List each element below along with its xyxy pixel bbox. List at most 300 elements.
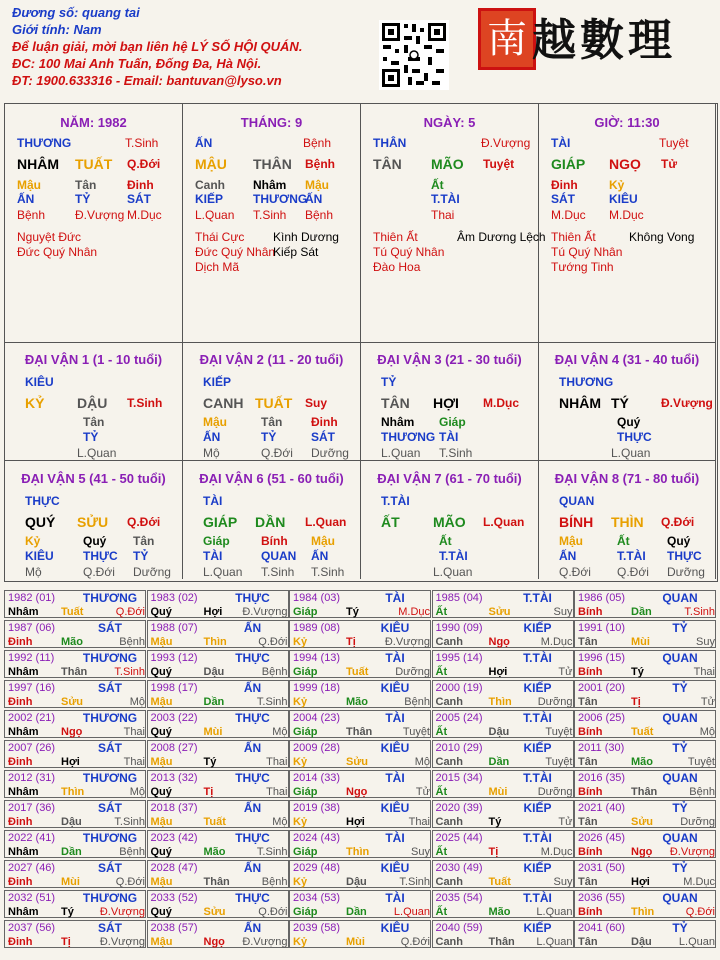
hidden-stem: Nhâm [381, 415, 415, 429]
heavenly-stem: NHÂM [17, 156, 59, 172]
dai-van-title: ĐẠI VẬN 2 (11 - 20 tuổi) [199, 352, 344, 367]
hidden-god: KIẾP [195, 192, 224, 206]
heavenly-stem: TÂN [373, 156, 402, 172]
luck-year: 2001 (20) [578, 682, 626, 694]
luck-year: 2006 (25) [578, 712, 626, 724]
luck-phase: Dưỡng [395, 666, 430, 678]
dai-van-title: ĐẠI VẬN 6 (51 - 60 tuổi) [199, 471, 344, 486]
luck-god: QUAN [662, 711, 698, 725]
earthly-branch: HỢI [433, 395, 459, 411]
earthly-branch: SỬU [77, 514, 109, 530]
luck-stem: Kỷ [293, 756, 308, 768]
star: Tú Quý Nhân [373, 245, 445, 259]
luck-god: SÁT [98, 621, 122, 635]
luck-god: TÀI [385, 771, 405, 785]
luck-god: THỰC [235, 711, 270, 725]
hidden-phase: Bệnh [17, 208, 46, 222]
dai-van-1 [5, 342, 183, 461]
luck-god: ẤN [243, 861, 262, 875]
luck-branch: Dần [346, 906, 367, 918]
luck-cell [574, 680, 716, 708]
luck-cell [432, 800, 574, 828]
luck-phase: Q.Đới [115, 876, 145, 888]
heavenly-stem: GIÁP [203, 514, 238, 530]
hidden-stem: Nhâm [253, 178, 287, 192]
luck-phase: L.Quan [536, 906, 573, 918]
luck-year: 1996 (15) [578, 652, 626, 664]
luck-cell [4, 860, 146, 888]
luck-branch: Tuất [203, 816, 226, 828]
luck-cell [4, 770, 146, 798]
branch-phase: Tử [661, 157, 678, 171]
luck-year: 2041 (60) [578, 922, 626, 934]
luck-god: KIẾP [523, 741, 552, 755]
luck-god: QUAN [662, 831, 698, 845]
luck-cell [574, 620, 716, 648]
luck-year: 1997 (16) [8, 682, 56, 694]
luck-phase: M.Dục [540, 636, 573, 648]
hidden-phase: Dưỡng [311, 446, 349, 460]
luck-phase: Thai [266, 756, 288, 768]
hidden-stem: Tân [133, 534, 155, 548]
luck-phase: Mộ [272, 726, 288, 738]
hidden-phase: M.Dục [551, 208, 586, 222]
luck-stem: Kỷ [293, 816, 308, 828]
luck-cell [432, 590, 574, 618]
luck-stem: Ất [435, 606, 448, 618]
luck-god: TỶ [672, 621, 688, 635]
luck-cell [289, 620, 431, 648]
luck-branch: Thìn [61, 786, 85, 798]
luck-stem: Ất [435, 666, 448, 678]
luck-god: QUAN [662, 891, 698, 905]
star: Kình Dương [273, 230, 339, 244]
star: Thiên Ất [551, 230, 596, 244]
luck-stem: Kỷ [293, 636, 308, 648]
hidden-god: ẤN [559, 549, 577, 563]
luck-branch: Mùi [346, 936, 365, 948]
luck-cell [4, 800, 146, 828]
luck-phase: Mộ [699, 726, 715, 738]
luck-stem: Giáp [293, 666, 318, 678]
luck-year: 2022 (41) [8, 832, 56, 844]
brand-logo: 越數理 [532, 15, 676, 66]
luck-stem: Quý [150, 786, 172, 798]
phase: L.Quan [433, 565, 473, 579]
luck-cell [147, 830, 289, 858]
luck-stem: Tân [578, 756, 598, 768]
branch-phase: Q.Đới [661, 515, 695, 529]
luck-cell [289, 800, 431, 828]
luck-god: THƯƠNG [82, 771, 138, 785]
luck-god: TỶ [672, 861, 688, 875]
header-line: ĐC: 100 Mai Anh Tuấn, Đống Đa, Hà Nội. [12, 56, 262, 71]
luck-branch: Tý [488, 816, 502, 828]
luck-god: KIẾP [523, 681, 552, 695]
luck-god: SÁT [98, 861, 122, 875]
stem-god: QUAN [559, 494, 595, 508]
luck-year: 2026 (45) [578, 832, 626, 844]
luck-stem: Bính [578, 606, 603, 618]
luck-god: QUAN [662, 651, 698, 665]
luck-stem: Giáp [293, 906, 318, 918]
luck-cell [289, 590, 431, 618]
luck-year: 2040 (59) [435, 922, 483, 934]
luck-branch: Dậu [346, 876, 367, 888]
hidden-phase: Bệnh [305, 208, 334, 222]
luck-year: 2012 (31) [8, 772, 56, 784]
hidden-god: KIÊU [25, 549, 54, 563]
star: Dịch Mã [195, 260, 240, 274]
luck-year: 2020 (39) [435, 802, 483, 814]
hidden-stem: Quý [617, 415, 641, 429]
star: Kiếp Sát [273, 245, 319, 259]
luck-god: KIẾP [523, 861, 552, 875]
luck-stem: Bính [578, 726, 603, 738]
luck-phase: Mộ [272, 816, 288, 828]
luck-stem: Bính [578, 786, 603, 798]
luck-year: 2036 (55) [578, 892, 626, 904]
luck-phase: Q.Đới [258, 636, 288, 648]
stem-phase: T.Sinh [125, 136, 159, 150]
luck-stem: Bính [578, 846, 603, 858]
luck-phase: Q.Đới [400, 936, 430, 948]
luck-stem: Mậu [150, 636, 173, 648]
luck-stem: Canh [435, 876, 463, 888]
luck-year: 2025 (44) [435, 832, 483, 844]
luck-year: 2017 (36) [8, 802, 56, 814]
chart-grid [4, 103, 718, 582]
luck-god: TÀI [385, 831, 405, 845]
luck-year: 1985 (04) [435, 592, 483, 604]
luck-year: 2037 (56) [8, 922, 56, 934]
branch-phase: Q.Đới [127, 515, 161, 529]
luck-cell [4, 680, 146, 708]
luck-cell [574, 920, 716, 948]
luck-god: ẤN [243, 681, 262, 695]
luck-phase: Đ.Vượng [99, 906, 145, 918]
hidden-stem: Đinh [551, 178, 578, 192]
hidden-stem: Tân [261, 415, 283, 429]
luck-phase: Bệnh [404, 696, 430, 708]
luck-year: 1991 (10) [578, 622, 626, 634]
luck-branch: Sửu [631, 816, 654, 828]
earthly-branch: NGỌ [609, 156, 641, 172]
luck-branch: Sửu [61, 696, 84, 708]
luck-phase: Bệnh [119, 636, 145, 648]
hidden-stem: Ất [617, 534, 630, 548]
luck-stem: Canh [435, 696, 463, 708]
luck-stem: Mậu [150, 936, 173, 948]
luck-god: THỰC [235, 831, 270, 845]
luck-cell [147, 920, 289, 948]
header-line: Giới tính: Nam [12, 22, 102, 37]
phase: L.Quan [611, 446, 651, 460]
luck-branch: Hợi [631, 876, 650, 888]
dai-van-2 [183, 342, 361, 461]
seal-stamp: 南 [478, 8, 536, 70]
luck-stem: Canh [435, 636, 463, 648]
luck-row [4, 920, 716, 950]
luck-year: 1998 (17) [150, 682, 198, 694]
hidden-god: THƯƠNG [381, 430, 436, 444]
luck-year: 2009 (28) [293, 742, 341, 754]
luck-branch: Dần [631, 606, 652, 618]
luck-branch: Mão [488, 906, 511, 918]
luck-year: 2032 (51) [8, 892, 56, 904]
luck-phase: Thai [408, 816, 430, 828]
hidden-god: TÀI [203, 549, 223, 563]
luck-year: 2028 (47) [150, 862, 198, 874]
luck-god: T.TÀI [523, 591, 552, 605]
earthly-branch: TUẤT [255, 395, 293, 411]
luck-god: THƯƠNG [82, 591, 138, 605]
luck-cell [289, 860, 431, 888]
luck-cell [147, 770, 289, 798]
qr-code-icon [379, 20, 449, 90]
hidden-phase: Mộ [25, 565, 42, 579]
luck-phase: Bệnh [261, 876, 288, 888]
luck-cell [289, 740, 431, 768]
luck-phase: Suy [411, 846, 430, 858]
luck-row [4, 620, 716, 650]
hidden-god: TỶ [261, 430, 277, 444]
luck-stem: Đinh [8, 696, 33, 708]
luck-phase: Suy [553, 876, 573, 888]
luck-stem: Giáp [293, 846, 318, 858]
luck-branch: Tý [203, 756, 217, 768]
luck-year: 2004 (23) [293, 712, 341, 724]
luck-god: T.TÀI [523, 771, 552, 785]
luck-year: 1990 (09) [435, 622, 483, 634]
luck-year: 2014 (33) [293, 772, 341, 784]
luck-god: TÀI [385, 651, 405, 665]
luck-stem: Nhâm [8, 606, 39, 618]
luck-year: 1994 (13) [293, 652, 341, 664]
luck-stem: Mậu [150, 696, 173, 708]
luck-cell [432, 680, 574, 708]
luck-year: 1982 (01) [8, 592, 56, 604]
hidden-phase: Đ.Vượng [75, 208, 125, 222]
luck-god: KIẾP [523, 921, 552, 935]
luck-stem: Đinh [8, 876, 33, 888]
luck-phase: Tử [415, 786, 430, 798]
luck-branch: Mão [631, 756, 653, 768]
luck-stem: Giáp [293, 786, 318, 798]
dai-van-title: ĐẠI VẬN 8 (71 - 80 tuổi) [554, 471, 700, 486]
luck-phase: T.Sinh [399, 876, 430, 888]
luck-cell [4, 620, 146, 648]
hidden-god: TỶ [83, 430, 99, 444]
stem-phase: Đ.Vượng [481, 136, 531, 150]
hidden-phase: Q.Đới [617, 565, 649, 579]
branch-phase: Suy [305, 396, 328, 410]
luck-stem: Mậu [150, 816, 173, 828]
hidden-phase: M.Dục [609, 208, 644, 222]
luck-god: TÀI [385, 591, 405, 605]
luck-stem: Ất [435, 846, 448, 858]
luck-year: 1988 (07) [150, 622, 198, 634]
pillar-title: NGÀY: 5 [423, 115, 476, 130]
luck-stem: Quý [150, 606, 172, 618]
luck-cell [4, 650, 146, 678]
luck-branch: Tý [346, 606, 359, 618]
dai-van-title: ĐẠI VẬN 7 (61 - 70 tuổi) [377, 471, 522, 486]
luck-phase: Dưỡng [537, 786, 573, 798]
luck-god: KIÊU [380, 921, 410, 935]
luck-cell [147, 590, 289, 618]
luck-year: 2016 (35) [578, 772, 626, 784]
hidden-phase: L.Quan [203, 565, 243, 579]
luck-year: 1995 (14) [435, 652, 483, 664]
luck-phase: Tuyệt [402, 726, 430, 738]
luck-phase: Bệnh [689, 786, 715, 798]
heavenly-stem: CANH [203, 395, 244, 411]
luck-phase: Bệnh [119, 846, 145, 858]
luck-stem: Canh [435, 816, 463, 828]
branch-phase: T.Sinh [127, 396, 163, 410]
luck-stem: Tân [578, 876, 598, 888]
luck-year: 2024 (43) [293, 832, 341, 844]
luck-god: ẤN [243, 921, 262, 935]
luck-stem: Đinh [8, 936, 33, 948]
luck-branch: Thân [631, 786, 658, 798]
hidden-phase: Mộ [203, 446, 220, 460]
luck-year: 2021 (40) [578, 802, 626, 814]
dai-van-5 [5, 461, 183, 579]
luck-stem: Canh [435, 936, 463, 948]
luck-cell [289, 890, 431, 918]
hidden-god: THỰC [617, 430, 652, 444]
luck-year: 2038 (57) [150, 922, 198, 934]
luck-phase: Dưỡng [680, 816, 715, 828]
luck-row [4, 890, 716, 920]
luck-year: 2033 (52) [150, 892, 198, 904]
hidden-stem: Mậu [559, 534, 583, 548]
heavenly-stem: MẬU [195, 156, 227, 172]
luck-year: 2007 (26) [8, 742, 56, 754]
luck-branch: Mão [61, 636, 83, 648]
luck-branch: Hợi [61, 756, 80, 768]
hidden-god: TỶ [133, 549, 149, 563]
luck-phase: L.Quan [678, 936, 715, 948]
heavenly-stem: GIÁP [551, 156, 586, 172]
luck-god: TỶ [672, 681, 688, 695]
hidden-stem: Mậu [311, 534, 335, 548]
luck-god: ẤN [243, 741, 262, 755]
luck-row [4, 740, 716, 770]
luck-stem: Quý [150, 666, 172, 678]
luck-branch: Mùi [631, 636, 650, 648]
luck-year: 2027 (46) [8, 862, 56, 874]
hidden-stem: Mậu [17, 178, 41, 192]
luck-stem: Bính [578, 906, 603, 918]
luck-cell [289, 680, 431, 708]
luck-stem: Tân [578, 636, 598, 648]
luck-branch: Tị [203, 786, 214, 798]
hidden-phase: Dưỡng [667, 565, 705, 579]
luck-stem: Mậu [150, 876, 173, 888]
luck-stem: Nhâm [8, 906, 39, 918]
luck-god: ẤN [243, 801, 262, 815]
luck-phase: L.Quan [536, 936, 573, 948]
hidden-god: THỰC [667, 549, 702, 563]
heavenly-stem: ẤT [381, 514, 400, 530]
luck-row [4, 800, 716, 830]
luck-phase: M.Dục [540, 846, 573, 858]
hidden-stem: Mậu [203, 415, 227, 429]
luck-stem: Ất [435, 786, 448, 798]
hidden-god: ẤN [311, 549, 329, 563]
hidden-god: SÁT [311, 430, 335, 444]
luck-god: T.TÀI [523, 891, 552, 905]
luck-year: 2013 (32) [150, 772, 198, 784]
luck-god: KIÊU [380, 861, 410, 875]
luck-phase: Tử [700, 696, 715, 708]
luck-cell [574, 770, 716, 798]
hidden-stem: Tân [83, 415, 105, 429]
luck-stem: Quý [150, 726, 172, 738]
luck-row [4, 710, 716, 740]
luck-branch: Tị [631, 696, 641, 708]
owner-info [12, 4, 302, 89]
heavenly-stem: KỶ [25, 395, 45, 411]
luck-phase: Tuyệt [545, 726, 573, 738]
luck-stem: Giáp [293, 726, 318, 738]
dai-van-title: ĐẠI VẬN 1 (1 - 10 tuổi) [24, 352, 163, 367]
luck-branch: Tị [488, 846, 499, 858]
luck-stem: Quý [150, 906, 172, 918]
luck-year: 2005 (24) [435, 712, 483, 724]
hidden-stem: Kỷ [25, 534, 41, 548]
luck-cell [432, 620, 574, 648]
luck-god: KIẾP [523, 801, 552, 815]
luck-branch: Dần [488, 756, 510, 768]
hidden-phase: T.Sinh [261, 565, 295, 579]
luck-phase: Đ.Vượng [99, 936, 145, 948]
luck-cell [432, 860, 574, 888]
luck-god: QUAN [662, 591, 698, 605]
hidden-phase: Thai [431, 208, 455, 222]
phase: L.Quan [77, 446, 117, 460]
pillar-title: NĂM: 1982 [60, 115, 127, 130]
luck-year: 2034 (53) [293, 892, 341, 904]
hidden-stem: Ất [439, 534, 452, 548]
luck-god: SÁT [98, 921, 122, 935]
star: Tú Quý Nhân [551, 245, 623, 259]
hidden-stem: Bính [261, 534, 288, 548]
luck-phase: T.Sinh [684, 606, 715, 618]
luck-god: THƯƠNG [82, 891, 138, 905]
luck-stem: Ất [435, 906, 448, 918]
luck-cell [147, 650, 289, 678]
luck-year: 2002 (21) [8, 712, 56, 724]
stem-god: THỰC [25, 494, 60, 508]
luck-phase: T.Sinh [256, 696, 288, 708]
luck-phase: Bệnh [261, 666, 288, 678]
hidden-god: QUAN [261, 549, 297, 563]
luck-cell [432, 770, 574, 798]
branch-phase: L.Quan [483, 515, 525, 529]
luck-phase: Q.Đới [685, 906, 715, 918]
stem-god: TÀI [551, 136, 571, 150]
luck-branch: Tị [61, 936, 71, 948]
luck-god: THƯƠNG [82, 651, 138, 665]
luck-year: 2000 (19) [435, 682, 483, 694]
luck-cell [147, 680, 289, 708]
luck-cell [289, 710, 431, 738]
dai-van-6 [183, 461, 361, 579]
